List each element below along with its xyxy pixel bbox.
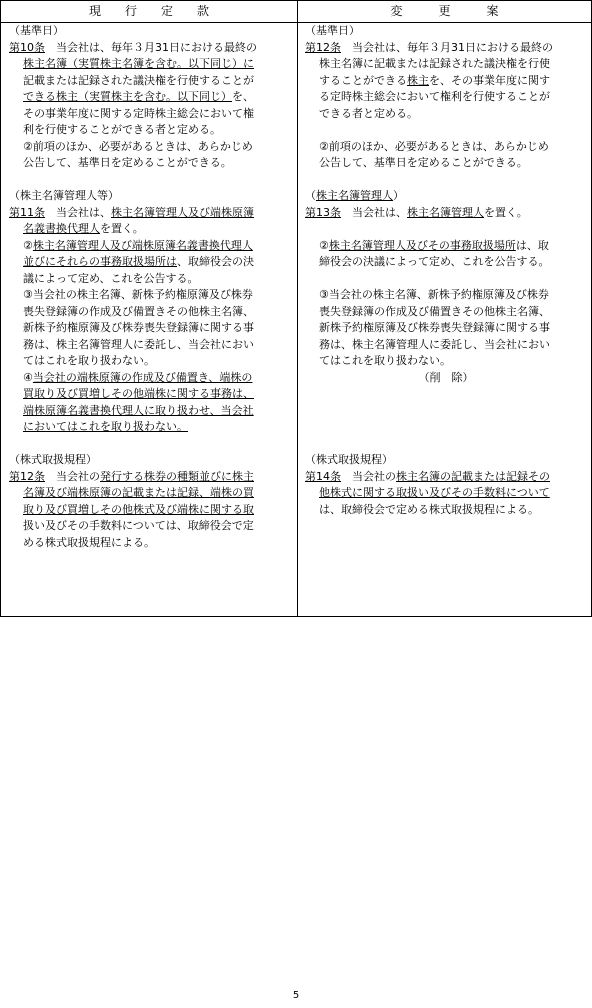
article-line: 株主名簿（実質株主名簿を含む。以下同じ）に: [23, 57, 254, 70]
article-line: ②前項のほか、必要があるときは、あらかじめ: [319, 139, 549, 153]
article-line: ②株主名簿管理人及びその事務取扱場所は、取: [319, 238, 549, 252]
article-line: 務は、株主名簿管理人に委託し、当会社におい: [319, 337, 550, 351]
article-line: 第11条 当会社は、株主名簿管理人及び端株原簿: [9, 205, 254, 219]
current-articles-header: 現 行 定 款: [1, 1, 298, 23]
proposed-changes-column: [305, 23, 587, 518]
article-line: 第12条 当会社は、毎年３月31日における最終の: [305, 40, 553, 54]
article-line: その事業年度に関する定時株主総会において権: [23, 106, 254, 120]
article-line: できる株主（実質株主を含む。以下同じ）を、: [23, 90, 254, 103]
article-line: 第14条 当会社の株主名簿の記載または記録その: [305, 469, 550, 483]
article-line: てはこれを取り扱わない。: [319, 354, 451, 367]
article-line: することができる株主を、その事業年度に関す: [319, 73, 550, 87]
article-line: 利を行使することができる者と定める。: [23, 123, 221, 136]
article-number: 第12条: [9, 469, 45, 483]
current-articles-column: [9, 23, 291, 551]
article-line: 公告して、基準日を定めることができる。: [319, 156, 528, 169]
section-heading: （株主名簿管理人）: [305, 189, 404, 202]
deleted-marker: （削 除）: [418, 370, 474, 384]
article-line: る定時株主総会において権利を行使することが: [319, 90, 550, 103]
article-number: 第13条: [305, 205, 341, 219]
page-number: 5: [292, 990, 300, 1001]
article-line: める株式取扱規程による。: [23, 535, 155, 549]
article-line: 締役会の決議によって定め、これを公告する。: [319, 255, 550, 268]
column-divider: [297, 22, 298, 616]
article-line: 取り及び買増しその他株式及び端株に関する取: [23, 502, 254, 516]
article-line: 第12条 当会社の発行する株券の種類並びに株主: [9, 469, 254, 483]
article-line: 記載または記録された議決権を行使することが: [23, 73, 254, 87]
article-line: 名義書換代理人を置く。: [23, 222, 144, 235]
article-line: ④当会社の端株原簿の作成及び備置き、端株の: [23, 370, 253, 384]
article-number: 第11条: [9, 205, 45, 219]
article-number: 第10条: [9, 40, 45, 54]
article-line: 議によって定め、これを公告する。: [23, 271, 199, 285]
section-heading: （株主名簿管理人等）: [9, 189, 119, 202]
article-line: 第10条 当会社は、毎年３月31日における最終の: [9, 40, 257, 54]
article-number: 第14条: [305, 469, 341, 483]
article-line: 他株式に関する取扱い及びその手数料について: [319, 486, 550, 499]
section-heading: （株式取扱規程）: [305, 453, 393, 466]
section-heading: （株式取扱規程）: [9, 453, 97, 466]
proposed-changes-header: 変 更 案: [298, 1, 591, 23]
article-line: は、取締役会で定める株式取扱規程による。: [319, 502, 539, 516]
article-line: 喪失登録簿の作成及び備置きその他株主名簿、: [319, 304, 550, 318]
article-line: ③当会社の株主名簿、新株予約権原簿及び株券: [319, 288, 549, 301]
article-line: ③当会社の株主名簿、新株予約権原簿及び株券: [23, 288, 253, 301]
article-line: 扱い及びその手数料については、取締役会で定: [23, 519, 254, 532]
section-heading: （基準日）: [305, 24, 360, 37]
article-line: 買取り及び買増しその他端株に関する事務は、: [23, 387, 254, 400]
article-line: 新株予約権原簿及び株券喪失登録簿に関する事: [23, 321, 254, 334]
article-line: できる者と定める。: [319, 106, 418, 120]
article-line: においてはこれを取り扱わない。: [23, 420, 188, 433]
article-line: 公告して、基準日を定めることができる。: [23, 156, 232, 169]
article-line: ②株主名簿管理人及び端株原簿名義書換代理人: [23, 238, 253, 252]
article-line: 株主名簿に記載または記録された議決権を行使: [319, 57, 550, 70]
section-heading: （基準日）: [9, 24, 64, 37]
article-line: 務は、株主名簿管理人に委託し、当会社におい: [23, 337, 254, 351]
article-line: 端株原簿名義書換代理人に取り扱わせ、当会社: [23, 403, 254, 417]
article-number: 第12条: [305, 40, 341, 54]
article-line: 並びにそれらの事務取扱場所は、取締役会の決: [23, 255, 254, 268]
article-line: 名簿及び端株原簿の記載または記録、端株の買: [23, 486, 254, 499]
article-line: てはこれを取り扱わない。: [23, 354, 155, 367]
article-line: 喪失登録簿の作成及び備置きその他株主名簿、: [23, 304, 254, 318]
article-line: 新株予約権原簿及び株券喪失登録簿に関する事: [319, 321, 550, 334]
article-line: ②前項のほか、必要があるときは、あらかじめ: [23, 139, 253, 153]
article-line: 第13条 当会社は、株主名簿管理人を置く。: [305, 205, 528, 219]
